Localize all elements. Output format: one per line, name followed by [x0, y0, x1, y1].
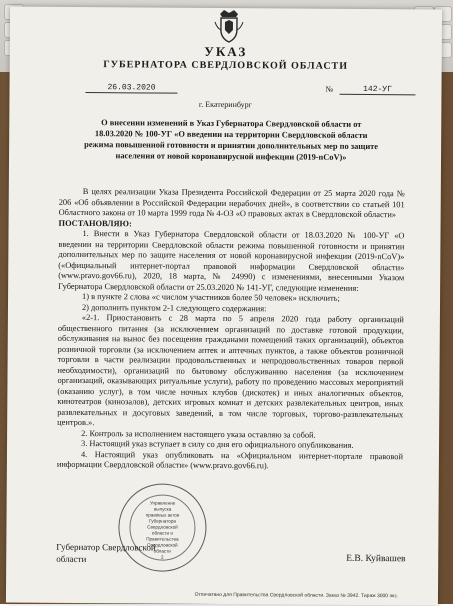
item-1-2-paragraph: 2) дополнить пунктом 2-1 следующего содержания: [81, 302, 267, 313]
item-2-paragraph: 2. Контроль за исполнением настоящего указа оставляю за собой. [81, 428, 316, 440]
preamble-paragraph: В целях реализации Указа Президента Российской Федерации от 25 марта 2020 года № 206 «Об объявлении в Российской Федерации нерабочих дней», в соответствии со статьей 101 Областного закона от 10 марта 1999 года № 4-ОЗ «О правовых актах в Свердловской области» [58, 187, 405, 220]
city-label: г. Екатеринбург [198, 99, 252, 110]
coat-of-arms-emblem [211, 8, 247, 44]
decree-date: 26.03.2020 [85, 83, 177, 94]
decree-number: 142-УГ [339, 85, 415, 96]
item-3-paragraph: 3. Настоящий указ вступает в силу со дня его официального опубликования. [81, 439, 354, 450]
decree-word: ПОСТАНОВЛЯЮ: [58, 218, 132, 228]
item-1-1-paragraph: 1) в пункте 2 слова «с числом участников более 50 человек» исключить; [82, 292, 340, 303]
number-label: № [325, 84, 334, 94]
signatory-position: Губернатор Свердловской области [56, 541, 156, 565]
decree-document [6, 6, 442, 605]
stamp-text: Управление выпуска правовых актов Губернатора Свердловской области и Правительства Свердловской области 2 [145, 500, 180, 560]
decree-body [57, 187, 405, 473]
item-4-paragraph: 4. Настоящий указ опубликовать на «Официальном интернет-портале правовой информации Свердловской области» (www.pravo.gov66.ru). [56, 449, 403, 471]
decree-title: УКАЗ [204, 43, 248, 60]
signatory-name: Е.В. Куйвашев [346, 553, 406, 565]
item-1-paragraph: 1. Внести в Указ Губернатора Свердловской области от 18.03.2020 № 100-УГ «О введении на территории Свердловской области режима повышенной готовности и принятии дополнительных мер по защите населения от новой коронавирусной инфекции (2019-nCoV)» («Официальный интернет-портал правовой информации Свердловской области» (www.pravo.gov66.ru), 2020, 18 марта, № 24990) с изменениями, внесенными Указом Губернатора Свердловской области от 25.03.2020 № 141-УГ, следующие изменения: [58, 229, 405, 293]
item-1-quote-paragraph: «2-1. Приостановить с 28 марта по 5 апреля 2020 года работу организаций общественного питания (за исключением организаций по доставке готовой продукции, обслуживания на вынос без посещения гражданами помещений таких организаций), объектов розничной торговли (за исключением аптек и аптечных пунктов, а также объектов розничной торговли в части реализации продовольственных и непродовольственных товаров первой необходимости), организаций по бытовому обслуживанию населения (за исключением организаций, оказывающих ритуальные услуги), работу по проведению массовых мероприятий (оказанию услуг), в том числе ночных клубов (дискотек) и иных аналогичных объектов, кинотеатров (кинозалов), детских игровых комнат и детских развлекательных центров, иных развлекательных и досуговых заведений, в том числе торговых, торгово-развлекательных центров.». [57, 313, 404, 428]
issuer-title: ГУБЕРНАТОРА СВЕРДЛОВСКОЙ ОБЛАСТИ [103, 59, 349, 72]
decree-heading: О внесении изменений в Указ Губернатора Свердловской области от 18.03.2020 № 100-УГ «О введении на территории Свердловской области режима повышенной готовности и принятии дополнительных мер по защите населения от новой коронавирусной инфекции (2019-nCoV)» [84, 118, 379, 162]
print-footer: Отпечатано для Правительства Свердловской области. Заказ № 3942. Тираж 3000 экз. [194, 591, 398, 600]
